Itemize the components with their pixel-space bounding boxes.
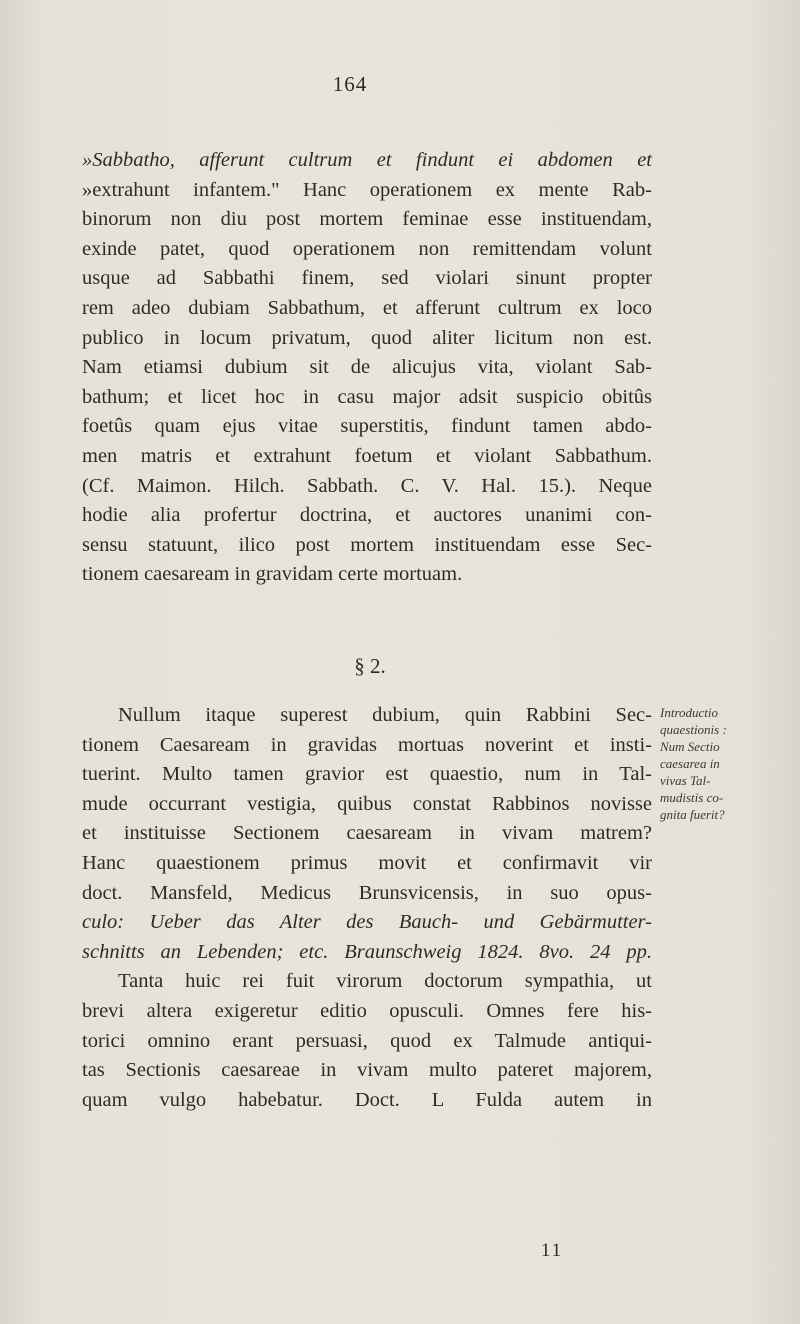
text-line: brevi altera exigeretur editio opusculi. Omnes fere his- xyxy=(82,999,652,1022)
text-line: Tanta huic rei fuit virorum doctorum sympathia, ut xyxy=(118,970,652,993)
paragraph-2 xyxy=(82,701,652,1115)
margin-note xyxy=(660,704,780,823)
text-line: »extrahunt infantem." Hanc operationem ex mente Rab- xyxy=(82,178,652,201)
text-line: (Cf. Maimon. Hilch. Sabbath. C. V. Hal. 15.). Neque xyxy=(82,474,652,497)
paragraph-1 xyxy=(82,146,652,590)
text-line: schnitts an Lebenden; etc. Braunschweig 1824. 8vo. 24 pp. xyxy=(82,940,652,963)
margin-note-line: Num Sectio xyxy=(660,739,720,754)
text-line: exinde patet, quod operationem non remittendam volunt xyxy=(82,237,652,260)
text-line: hodie alia profertur doctrina, et auctores unanimi con- xyxy=(82,504,652,527)
signature-mark: 11 xyxy=(540,1240,564,1261)
page-number: 164 xyxy=(332,72,368,96)
text-line: publico in locum privatum, quod aliter licitum non est. xyxy=(82,326,652,349)
text-line: torici omnino erant persuasi, quod ex Talmude antiqui- xyxy=(82,1029,652,1052)
text-line: foetûs quam ejus vitae superstitis, findunt tamen abdo- xyxy=(82,415,652,438)
text-line: tionem caesaream in gravidam certe mortuam. xyxy=(82,563,463,586)
text-line: culo: Ueber das Alter des Bauch- und Gebärmutter- xyxy=(82,911,652,934)
section-heading: § 2. xyxy=(354,654,386,678)
margin-note-line: caesarea in xyxy=(660,756,720,771)
text-line: men matris et extrahunt foetum et violant Sabbathum. xyxy=(82,444,652,467)
margin-note-line: mudistis co- xyxy=(660,790,724,805)
text-line: »Sabbatho, afferunt cultrum et findunt ei abdomen et xyxy=(82,149,652,171)
margin-note-line: vivas Tal- xyxy=(660,773,711,788)
text-line: usque ad Sabbathi finem, sed violari sinunt propter xyxy=(82,267,652,290)
text-line: bathum; et licet hoc in casu major adsit suspicio obitûs xyxy=(82,385,652,408)
text-line: rem adeo dubiam Sabbathum, et afferunt cultrum ex loco xyxy=(82,296,652,319)
margin-note-line: quaestionis : xyxy=(660,722,727,737)
margin-note-line: Introductio xyxy=(660,705,719,720)
text-line: Nam etiamsi dubium sit de alicujus vita, violant Sab- xyxy=(82,356,652,379)
text-line: sensu statuunt, ilico post mortem instituendam esse Sec- xyxy=(82,533,652,556)
text-line: doct. Mansfeld, Medicus Brunsvicensis, in suo opus- xyxy=(82,881,652,904)
text-line: tuerint. Multo tamen gravior est quaestio, num in Tal- xyxy=(82,763,652,786)
margin-note-line: gnita fuerit? xyxy=(660,807,725,822)
text-line: tionem Caesaream in gravidas mortuas noverint et insti- xyxy=(82,733,652,756)
text-line: binorum non diu post mortem feminae esse instituendam, xyxy=(82,208,652,231)
text-line: et instituisse Sectionem caesaream in vivam matrem? xyxy=(82,822,652,845)
text-line: Hanc quaestionem primus movit et confirmavit vir xyxy=(82,851,652,874)
text-line: mude occurrant vestigia, quibus constat Rabbinos novisse xyxy=(82,792,652,815)
text-line: tas Sectionis caesareae in vivam multo pateret majorem, xyxy=(82,1059,652,1082)
text-line: quam vulgo habebatur. Doct. L Fulda autem in xyxy=(82,1088,652,1111)
text-line: Nullum itaque superest dubium, quin Rabbini Sec- xyxy=(118,704,652,726)
